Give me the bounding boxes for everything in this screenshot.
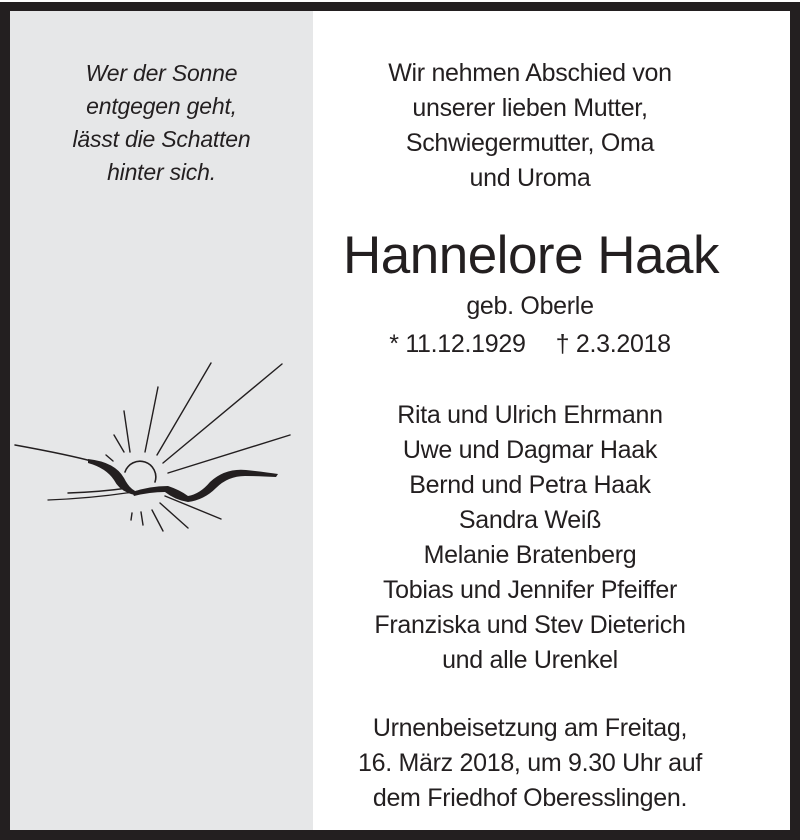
quote-line: Wer der Sonne xyxy=(85,60,238,86)
death-date: 2.3.2018 xyxy=(575,330,671,358)
mourner: Tobias und Jennifer Pfeiffer xyxy=(382,576,678,604)
maiden-name: geb. Oberle xyxy=(466,292,594,320)
quote-line: entgegen geht, xyxy=(86,93,237,119)
life-dates xyxy=(320,327,740,362)
birth-date: 11.12.1929 xyxy=(405,330,526,358)
mourner: Uwe und Dagmar Haak xyxy=(402,436,658,464)
intro-line: und Uroma xyxy=(469,164,591,192)
funeral-line: dem Friedhof Oberesslingen. xyxy=(372,784,688,812)
funeral-notice xyxy=(320,711,740,816)
intro-line: Wir nehmen Abschied von xyxy=(388,59,672,87)
mourner: Franziska und Stev Dieterich xyxy=(374,611,686,639)
mourner: Rita und Ulrich Ehrmann xyxy=(397,401,663,429)
mourners-list xyxy=(320,398,740,678)
mourner: Bernd und Petra Haak xyxy=(409,471,651,499)
sunset-with-bird-icon xyxy=(10,355,310,545)
funeral-line: Urnenbeisetzung am Freitag, xyxy=(372,714,688,742)
intro-line: unserer lieben Mutter, xyxy=(412,94,648,122)
intro xyxy=(320,56,740,196)
quote xyxy=(10,57,313,189)
mourner: Sandra Weiß xyxy=(458,506,602,534)
quote-line: lässt die Schatten xyxy=(72,126,251,152)
intro-line: Schwiegermutter, Oma xyxy=(405,129,655,157)
mourner: und alle Urenkel xyxy=(442,646,618,674)
birth-symbol: * xyxy=(389,330,399,358)
funeral-line: 16. März 2018, um 9.30 Uhr auf xyxy=(358,749,702,777)
death-symbol: † xyxy=(555,330,570,358)
mourner: Melanie Bratenberg xyxy=(423,541,637,569)
deceased-name: Hannelore Haak xyxy=(342,226,719,285)
quote-line: hinter sich. xyxy=(107,159,216,185)
